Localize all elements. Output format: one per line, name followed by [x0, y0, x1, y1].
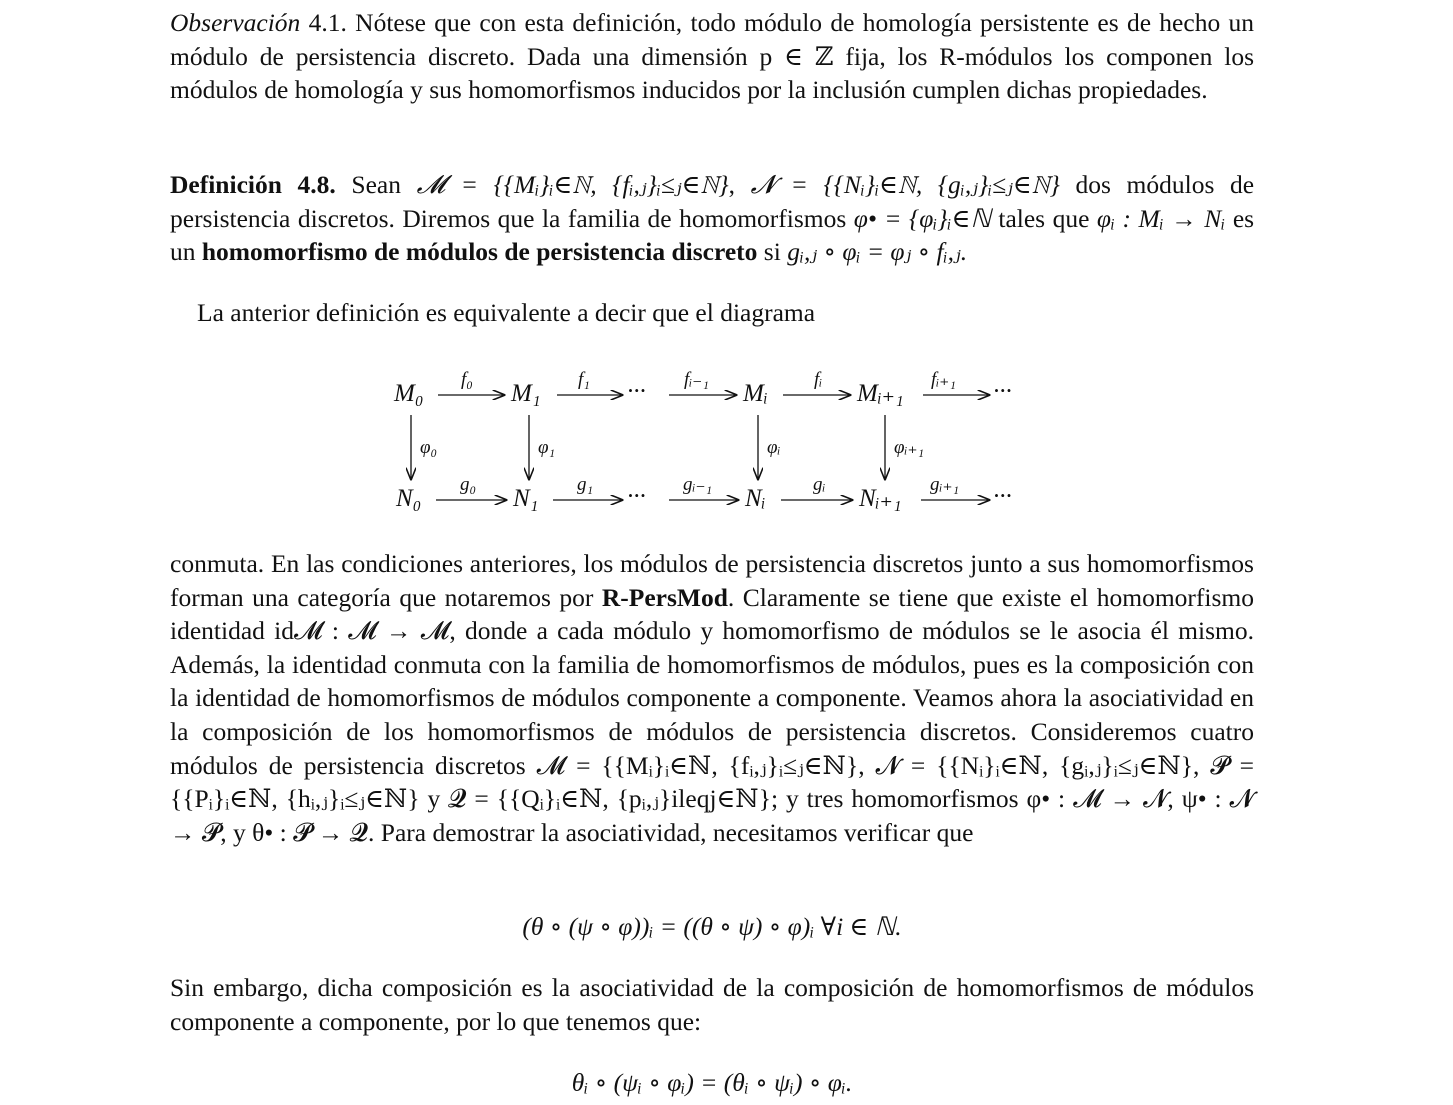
- definition-condition: gᵢ,ⱼ ∘ φᵢ = φⱼ ∘ fᵢ,ⱼ.: [787, 237, 968, 267]
- label-g0: g₀: [460, 474, 477, 495]
- label-gi: gᵢ: [813, 474, 826, 495]
- diagram-intro: [197, 296, 1281, 330]
- label-phi1: φ₁: [538, 437, 556, 458]
- node-dots-bottom-1: ···: [627, 483, 646, 510]
- label-phii: φᵢ: [767, 437, 781, 458]
- node-m1: M₁: [511, 380, 541, 407]
- node-mi1: Mᵢ₊₁: [857, 380, 904, 407]
- label-fi-1: fᵢ₋₁: [684, 369, 709, 390]
- final-paragraph: [170, 971, 1254, 1038]
- observation-block: [170, 6, 1254, 107]
- definition-block: Definición 4.8. Sean 𝓜 = {{Mᵢ}ᵢ∈ℕ, {fᵢ,ⱼ}ᵢ≤ⱼ∈ℕ}, 𝓝 = {{Nᵢ}ᵢ∈ℕ, {gᵢ,ⱼ}ᵢ≤ⱼ∈ℕ} dos módulos de persistencia discretos. Diremos que la familia de homomorfismos φ• = {φᵢ}ᵢ∈ℕ tales que φᵢ : Mᵢ → Nᵢ es un homomorfismo de módulos de persistencia discreto si gᵢ,ⱼ ∘ φᵢ = φⱼ ∘ fᵢ,ⱼ.: [170, 170, 1255, 267]
- node-n0: N₀: [396, 485, 422, 512]
- category-name: R-PersMod: [601, 582, 728, 612]
- definition-set-m: 𝓜 = {{Mᵢ}ᵢ∈ℕ, {fᵢ,ⱼ}ᵢ≤ⱼ∈ℕ}: [416, 170, 729, 199]
- equation-associativity: [170, 910, 1254, 944]
- definition-label: Definición 4.8.: [170, 170, 336, 199]
- label-phi0: φ₀: [420, 437, 438, 458]
- label-f1: f₁: [578, 369, 590, 390]
- node-ni1: Nᵢ₊₁: [859, 485, 902, 512]
- definition-phi-map: φᵢ : Mᵢ → Nᵢ: [1096, 203, 1226, 233]
- label-gi1: gᵢ₊₁: [930, 474, 960, 495]
- definition-intro: Sean: [351, 170, 401, 199]
- definition-text-b: tales que: [998, 203, 1090, 233]
- diagram-intro-text: La anterior definición es equivalente a decir que el diagrama: [197, 298, 816, 327]
- main-paragraph: [170, 547, 1254, 849]
- label-fi: fᵢ: [814, 369, 823, 390]
- label-fi1: fᵢ₊₁: [931, 369, 956, 390]
- node-dots-top-1: ···: [627, 378, 646, 405]
- definition-set-n: 𝓝 = {{Nᵢ}ᵢ∈ℕ, {gᵢ,ⱼ}ᵢ≤ⱼ∈ℕ}: [750, 170, 1060, 199]
- commutative-diagram: [380, 355, 1050, 525]
- definition-text-d: si: [763, 237, 781, 267]
- label-phii1: φᵢ₊₁: [894, 437, 925, 458]
- main-text-1: conmuta. En las condiciones anteriores, los módulos de persistencia discretos junto a sus homomorfismos forman una categoría que notaremos por: [170, 549, 1254, 612]
- equation-2-text: θᵢ ∘ (ψᵢ ∘ φᵢ) = (θᵢ ∘ ψᵢ) ∘ φᵢ.: [571, 1068, 853, 1097]
- observation-number: 4.1.: [308, 8, 347, 37]
- equation-componentwise: [170, 1066, 1254, 1100]
- node-n1: N₁: [513, 485, 539, 512]
- equation-1-text: (θ ∘ (ψ ∘ φ))ᵢ = ((θ ∘ ψ) ∘ φ)ᵢ ∀i ∈ ℕ.: [522, 912, 902, 941]
- node-mi: Mᵢ: [743, 380, 768, 407]
- label-g1: g₁: [577, 474, 594, 495]
- node-dots-bottom-2: ···: [993, 483, 1012, 510]
- node-ni: Nᵢ: [745, 485, 766, 512]
- label-gi-1: gᵢ₋₁: [683, 474, 713, 495]
- observation-label: Observación: [170, 8, 301, 37]
- node-dots-top-2: ···: [993, 378, 1012, 405]
- main-text-2: . Claramente se tiene que existe el homomorfismo identidad id𝓜 : 𝓜 → 𝓜, donde a cada módulo y homomorfismo de módulos se le asocia él mismo. Además, la identidad conmuta con la familia de homomorfismos de módulos, pues es la composición con la identidad de homomorfismos de módulos componente a componente. Veamos ahora la asociatividad en la composición de los homomorfismos de módulos de persistencia discretos. Consideremos cuatro módulos de persistencia discretos 𝓜 = {{Mᵢ}ᵢ∈ℕ, {fᵢ,ⱼ}ᵢ≤ⱼ∈ℕ}, 𝓝 = {{Nᵢ}ᵢ∈ℕ, {gᵢ,ⱼ}ᵢ≤ⱼ∈ℕ}, 𝓟 = {{Pᵢ}ᵢ∈ℕ, {hᵢ,ⱼ}ᵢ≤ⱼ∈ℕ} y 𝓠 = {{Qᵢ}ᵢ∈ℕ, {pᵢ,ⱼ}ileqj∈ℕ}; y tres homomorfismos φ• : 𝓜 → 𝓝, ψ• : 𝓝 → 𝓟, y θ• : 𝓟 → 𝓠. Para demostrar la asociatividad, necesitamos verificar que: [170, 582, 1254, 847]
- definition-text-a: dos módulos de persistencia discretos. Diremos que la familia de homomorfismos: [170, 170, 1255, 233]
- definition-phi-family: φ• = {φᵢ}ᵢ∈ℕ: [853, 203, 991, 233]
- node-m0: M₀: [394, 380, 424, 407]
- observation-text: Nótese que con esta definición, todo módulo de homología persistente es de hecho un módulo de persistencia discreto. Dada una dimensión p ∈ ℤ fija, los R-módulos los componen los módulos de homología y sus homomorfismos inducidos por la inclusión cumplen dichas propiedades.: [170, 8, 1254, 105]
- label-f0: f₀: [461, 369, 473, 390]
- definition-text-c: es un: [170, 203, 1255, 267]
- final-paragraph-text: Sin embargo, dicha composición es la asociatividad de la composición de homomorfismos de módulos componente a componente, por lo que tenemos que:: [170, 973, 1254, 1036]
- definition-bold-term: homomorfismo de módulos de persistencia discreto: [201, 237, 758, 267]
